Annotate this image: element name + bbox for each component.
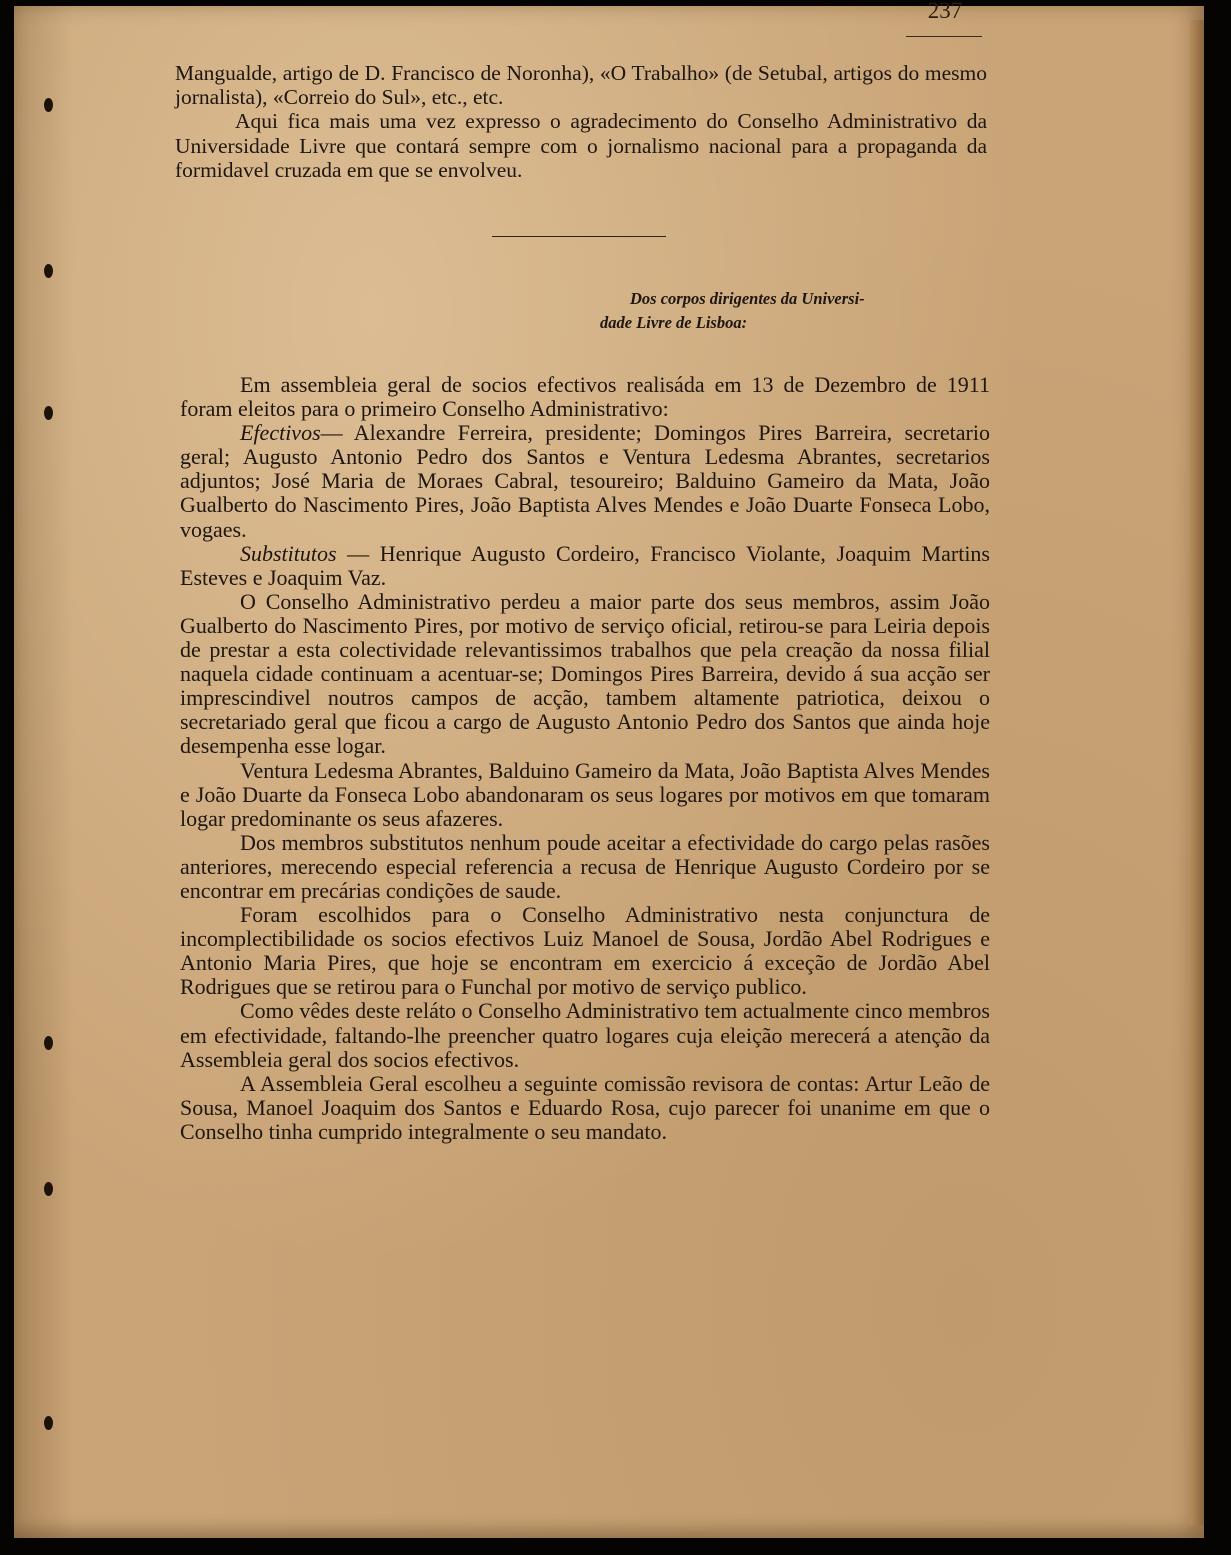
intro-paragraph: Aqui fica mais uma vez expresso o agradecimento do Conselho Administrativo da Universidade Livre que contará sempre com o jornalismo nacional para a propaganda da formidavel cruzada em que se envolveu. [175, 109, 987, 182]
binding-stitch [44, 406, 53, 420]
page-edge [1190, 20, 1204, 1525]
section-heading-line: Dos corpos dirigentes da Universi- [630, 289, 865, 308]
header-rule [906, 36, 982, 37]
efectivos-text: — Alexandre Ferreira, presidente; Domingos Pires Barreira, secretario geral; Augusto Antonio Pedro dos Santos e Ventura Ledesma Abrantes, secretarios adjuntos; José Maria de Moraes Cabral, tesoureiro; Balduino Gameiro da Mata, João Gualberto do Nascimento Pires, João Baptista Alves Mendes e João Duarte Fonseca Lobo, vogaes. [180, 420, 990, 542]
binding-stitch [44, 264, 53, 278]
body-paragraph: Dos membros substitutos nenhum poude aceitar a efectividade do cargo pelas rasões anteriores, merecendo especial referencia a recusa de Henrique Augusto Cordeiro por se encontrar em precárias condições de saude. [180, 829, 990, 903]
body-paragraph: O Conselho Administrativo perdeu a maior parte dos seus membros, assim João Gualberto do Nascimento Pires, por motivo de serviço oficial, retirou-se para Leiria depois de prestar a esta colectividade relevantissimos trabalhos que pela creação da nossa filial naquela cidade continuam a acentuar-se; Domingos Pires Barreira, devido á sua acção ser imprescindivel noutros campos de acção, tambem altamente patriotica, deixou o secretariado geral que ficou a cargo de Augusto Antonio Pedro dos Santos que ainda hoje desempenha esse logar. [180, 588, 990, 759]
section-divider [492, 236, 666, 237]
substitutos-text: — Henrique Augusto Cordeiro, Francisco Violante, Joaquim Martins Esteves e Joaquim Vaz. [180, 540, 990, 590]
body-paragraph: A Assembleia Geral escolheu a seguinte comissão revisora de contas: Artur Leão de Sousa, Manoel Joaquim dos Santos e Eduardo Rosa, cujo parecer foi unanime em que o Conselho tinha cumprido integralmente o seu mandato. [180, 1070, 990, 1144]
intro-section [175, 61, 987, 182]
binding-margin [14, 6, 54, 1538]
substitutos-label: Substitutos [240, 540, 337, 566]
intro-paragraph: Mangualde, artigo de D. Francisco de Noronha), «O Trabalho» (de Setubal, artigos do mesmo jornalista), «Correio do Sul», etc., etc. [175, 61, 987, 110]
body-paragraph: Ventura Ledesma Abrantes, Balduino Gameiro da Mata, João Baptista Alves Mendes e João Duarte da Fonseca Lobo abandonaram os seus logares por motivos em que tomaram logar predominante os seus afazeres. [180, 757, 990, 831]
section-heading-line: dade Livre de Lisboa: [600, 313, 748, 332]
binding-stitch [44, 98, 53, 112]
body-paragraph: Em assembleia geral de socios efectivos realisáda em 13 de Dezembro de 1911 foram eleitos para o primeiro Conselho Administrativo: [180, 372, 990, 422]
efectivos-label: Efectivos [240, 420, 321, 446]
section-heading [600, 287, 990, 335]
binding-stitch [44, 1416, 53, 1430]
article-body [180, 373, 990, 1144]
body-paragraph-efectivos [180, 421, 990, 541]
body-paragraph: Foram escolhidos para o Conselho Administrativo nesta conjunctura de incomplectibilidade os socios efectivos Luiz Manoel de Sousa, Jordão Abel Rodrigues e Antonio Maria Pires, que hoje se encontram em exercicio á exceção de Jordão Abel Rodrigues que se retirou para o Funchal por motivo de serviço publico. [180, 902, 990, 1000]
body-paragraph-substitutos [180, 542, 990, 590]
page-number: 237 [927, 0, 963, 23]
binding-stitch [44, 1036, 53, 1050]
body-paragraph: Como vêdes deste reláto o Conselho Administrativo tem actualmente cinco membros em efectividade, faltando-lhe preencher quatro logares cuja eleição merecerá a atenção da Assembleia geral dos socios efectivos. [180, 998, 990, 1072]
binding-stitch [44, 1182, 53, 1196]
